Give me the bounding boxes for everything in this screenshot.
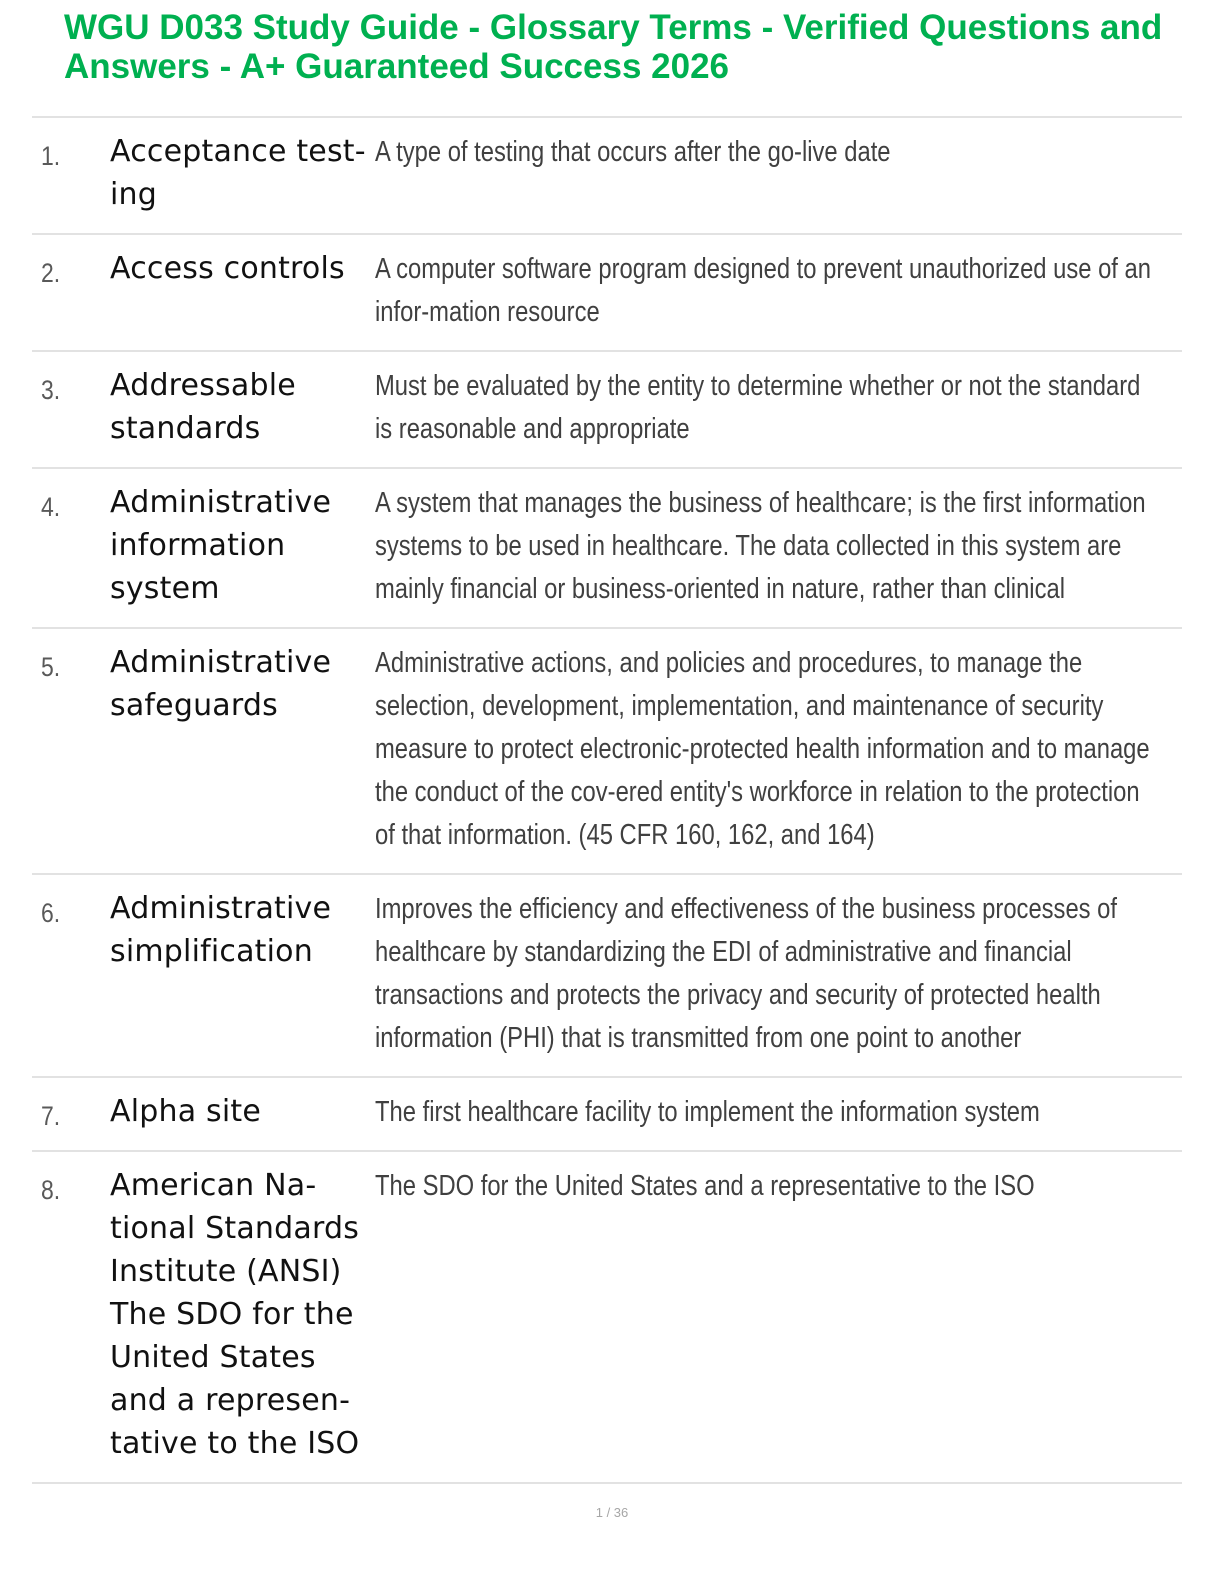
glossary-table — [32, 116, 1182, 1484]
glossary-definition: Administrative actions, and policies and procedures, to manage the selection, development, implementation, and maintenance of security measure to protect electronic-protected health information and to manage the conduct of the cov-ered entity's workforce in relation to the protection of that information. (45 CFR 160, 162, and 164) — [375, 647, 1150, 851]
glossary-term: Addressable standards — [110, 368, 296, 446]
entry-number: 8. — [41, 1175, 61, 1205]
glossary-term: Administrative simplification — [110, 891, 332, 969]
glossary-term: Alpha site — [110, 1094, 262, 1129]
glossary-definition: The first healthcare facility to implement the information system — [375, 1096, 1040, 1128]
glossary-definition: The SDO for the United States and a representative to the ISO — [375, 1170, 1035, 1202]
glossary-definition: A computer software program designed to prevent unauthorized use of an infor-mation resource — [375, 253, 1151, 328]
glossary-row — [32, 469, 1182, 629]
entry-number: 3. — [41, 375, 61, 405]
glossary-term: Acceptance test-ing — [110, 134, 366, 212]
glossary-row — [32, 118, 1182, 235]
glossary-row — [32, 235, 1182, 352]
glossary-definition: Must be evaluated by the entity to determine whether or not the standard is reasonable and appropriate — [375, 370, 1141, 445]
entry-number: 5. — [41, 652, 61, 682]
glossary-row — [32, 875, 1182, 1078]
entry-number: 7. — [41, 1101, 61, 1131]
glossary-definition: A type of testing that occurs after the go-live date — [375, 136, 891, 168]
glossary-term: Administrative information system — [110, 485, 332, 606]
glossary-definition: A system that manages the business of healthcare; is the first information systems to be used in healthcare. The data collected in this system are mainly financial or business-oriented in nature, rather than clinical — [375, 487, 1146, 605]
glossary-row — [32, 352, 1182, 469]
entry-number: 1. — [41, 141, 61, 171]
glossary-row — [32, 629, 1182, 875]
entry-number: 2. — [41, 258, 61, 288]
glossary-row — [32, 1152, 1182, 1484]
glossary-term: Administrative safeguards — [110, 645, 332, 723]
entry-number: 6. — [41, 898, 61, 928]
glossary-definition: Improves the efficiency and effectiveness of the business processes of healthcare by standardizing the EDI of administrative and financial transactions and protects the privacy and security of protected health information (PHI) that is transmitted from one point to another — [375, 893, 1118, 1054]
entry-number: 4. — [41, 492, 61, 522]
glossary-row — [32, 1078, 1182, 1152]
glossary-term: Access controls — [110, 251, 345, 286]
page-indicator: 1 / 36 — [595, 1505, 629, 1520]
document-title: WGU D033 Study Guide - Glossary Terms - Verified Questions and Answers - A+ Guaranteed Success 2026 — [64, 8, 1163, 86]
glossary-term: American Na-tional Standards Institute (ANSI) The SDO for the United States and a represen-tative to the ISO — [110, 1168, 360, 1461]
